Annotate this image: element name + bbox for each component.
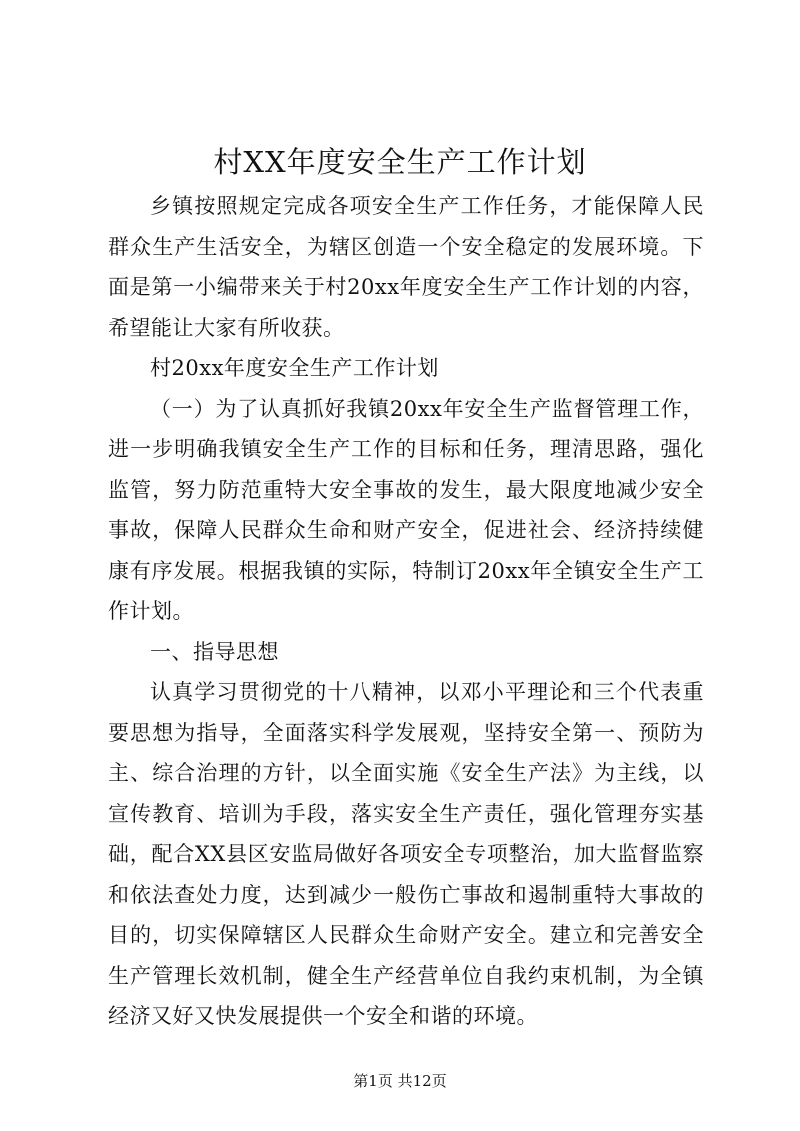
heading-guiding-thought: 一、指导思想 [150, 639, 279, 664]
page-number-footer: 第1页 共12页 [353, 1072, 447, 1090]
section-one-paragraph: （一）为了认真抓好我镇20xx年安全生产监督管理工作，进一步明确我镇安全生产工作的目标和任务，理清思路，强化监管，努力防范重特大安全事故的发生，最大限度地减少安全事故，保障人民群众生命和财产安全，促进社会、经济持续健康有序发展。根据我镇的实际，特制订20xx年全镇安全生产工作计划。 [108, 396, 704, 623]
document-body [108, 186, 704, 1037]
guiding-thought-paragraph: 认真学习贯彻党的十八精神，以邓小平理论和三个代表重要思想为指导，全面落实科学发展观，坚持安全第一、预防为主、综合治理的方针，以全面实施《安全生产法》为主线，以宣传教育、培训为手段，落实安全生产责任，强化管理夯实基础，配合XX县区安监局做好各项安全专项整治，加大监督监察和依法查处力度，达到减少一般伤亡事故和遏制重特大事故的目的，切实保障辖区人民群众生命财产安全。建立和完善安全生产管理长效机制，健全生产经营单位自我约束机制，为全镇经济又好又快发展提供一个安全和谐的环境。 [108, 680, 704, 1028]
document-title: 村XX年度安全生产工作计划 [213, 145, 587, 179]
subtitle-paragraph: 村20xx年度安全生产工作计划 [150, 356, 439, 380]
intro-paragraph: 乡镇按照规定完成各项安全生产工作任务，才能保障人民群众生产生活安全，为辖区创造一个安全稳定的发展环境。下面是第一小编带来关于村20xx年度安全生产工作计划的内容，希望能让大家有所收获。 [108, 194, 704, 340]
